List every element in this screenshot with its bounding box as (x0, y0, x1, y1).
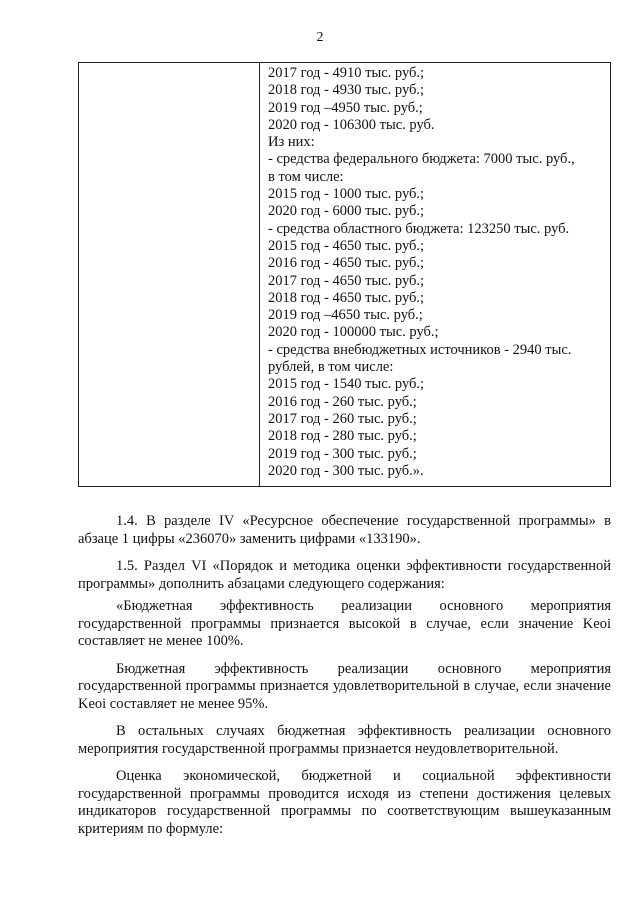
table-line: 2020 год - 106300 тыс. руб. (268, 116, 435, 133)
page-number: 2 (316, 30, 324, 45)
table-line: 2020 год - 100000 тыс. руб.; (268, 324, 439, 341)
table-line: 2017 год - 4650 тыс. руб.; (268, 272, 425, 289)
table-line: 2015 год - 4650 тыс. руб.; (268, 237, 425, 254)
table-line: 2016 год - 4650 тыс. руб.; (268, 255, 425, 272)
paragraph-1-5: 1.5. Раздел VI «Порядок и методика оценки эффективности государственной программы» дополнить абзацами следующего содержания: (78, 558, 611, 592)
paragraph-satisfactory-efficiency: Бюджетная эффективность реализации основного мероприятия государственной программы признается удовлетворительной в случае, если значение Keoi составляет не менее 95%. (78, 660, 611, 712)
table-line: 2017 год - 260 тыс. руб.; (268, 410, 417, 427)
table-line: в том числе: (268, 168, 344, 185)
table-line: 2017 год - 4910 тыс. руб.; (268, 65, 425, 81)
table-line: 2016 год - 260 тыс. руб.; (268, 393, 417, 410)
table-line: 2019 год –4950 тыс. руб.; (268, 99, 423, 116)
table-line: 2020 год - 6000 тыс. руб.; (268, 203, 425, 220)
budget-table (78, 62, 611, 487)
table-line: 2019 год –4650 тыс. руб.; (268, 307, 423, 324)
table-line: - средства федерального бюджета: 7000 тыс. руб., (268, 151, 575, 168)
paragraph-evaluation: Оценка экономической, бюджетной и социальной эффективности государственной программы проводится исходя из степени достижения целевых индикаторов государственной программы по соответствующим вышеуказанным критериям по формуле: (78, 768, 611, 837)
paragraph-unsatisfactory-efficiency: В остальных случаях бюджетная эффективность реализации основного мероприятия государственной программы признается неудовлетворительной. (78, 723, 611, 757)
table-line: - средства областного бюджета: 123250 тыс. руб. (268, 220, 570, 237)
paragraph-high-efficiency: «Бюджетная эффективность реализации основного мероприятия государственной программы признается высокой в случае, если значение Keoi составляет не менее 100%. (78, 598, 611, 649)
table-line: 2015 год - 1540 тыс. руб.; (268, 376, 425, 393)
table-line: Из них: (268, 134, 315, 151)
table-right-cell (260, 63, 611, 487)
table-row (79, 63, 611, 487)
document-body (78, 513, 611, 848)
table-line: 2018 год - 4930 тыс. руб.; (268, 82, 425, 99)
table-line: 2019 год - 300 тыс. руб.; (268, 445, 417, 462)
table-line: 2015 год - 1000 тыс. руб.; (268, 186, 425, 203)
table-line: рублей, в том числе: (268, 359, 394, 376)
paragraph-1-4: 1.4. В разделе IV «Ресурсное обеспечение государственной программы» в абзаце 1 цифры «236070» заменить цифрами «133190». (78, 513, 611, 547)
table-line: 2018 год - 280 тыс. руб.; (268, 428, 417, 445)
table-line: 2018 год - 4650 тыс. руб.; (268, 289, 425, 306)
table-line: - средства внебюджетных источников - 2940 тыс. (268, 341, 572, 358)
table-line: 2020 год - 300 тыс. руб.». (268, 462, 424, 479)
table-left-cell (79, 63, 260, 487)
